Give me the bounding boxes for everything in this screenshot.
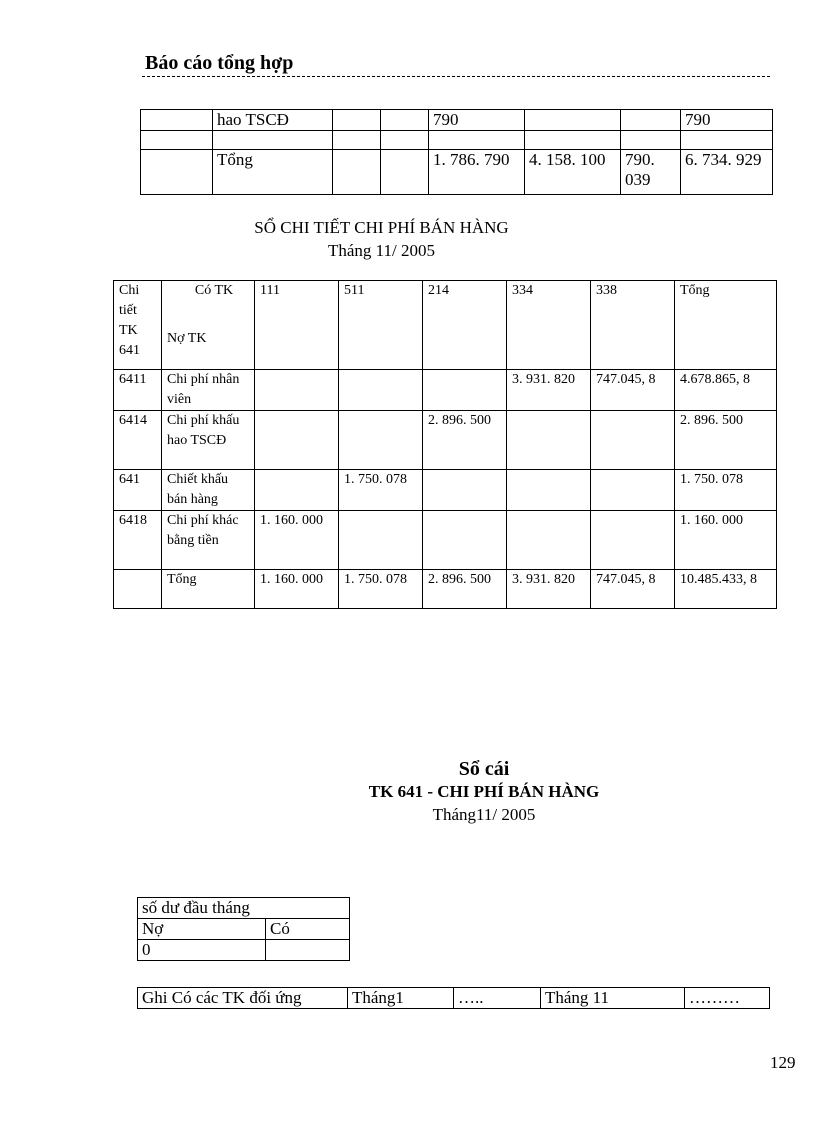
table-cell xyxy=(525,131,621,150)
table-cell xyxy=(255,470,339,511)
table-cell xyxy=(525,110,621,131)
detail-header-cell: 511 xyxy=(339,281,423,370)
table-cell: Chi phí khấu hao TSCĐ xyxy=(162,411,255,470)
table-cell: 6. 734. 929 xyxy=(681,150,773,195)
table-cell xyxy=(621,131,681,150)
detail-title: SỔ CHI TIẾT CHI PHÍ BÁN HÀNG xyxy=(254,218,509,237)
table-cell xyxy=(333,110,381,131)
table-cell: ….. xyxy=(454,988,541,1009)
table-cell: 2. 896. 500 xyxy=(423,411,507,470)
table-cell xyxy=(339,411,423,470)
detail-header-cell: 214 xyxy=(423,281,507,370)
table-row xyxy=(141,110,773,131)
table-cell xyxy=(507,511,591,570)
table-cell xyxy=(591,511,675,570)
table-cell: 1. 750. 078 xyxy=(675,470,777,511)
opening-balance-header: số dư đầu tháng xyxy=(138,898,350,919)
table-cell: 1. 786. 790 xyxy=(429,150,525,195)
table-cell xyxy=(423,370,507,411)
table-cell xyxy=(381,110,429,131)
table-cell xyxy=(333,150,381,195)
header-co-label: Có TK xyxy=(194,283,234,298)
table-cell xyxy=(507,470,591,511)
table-cell xyxy=(591,411,675,470)
table-cell xyxy=(333,131,381,150)
table-cell: 10.485.433, 8 xyxy=(675,570,777,609)
table-cell: 747.045, 8 xyxy=(591,370,675,411)
table-row xyxy=(141,150,773,195)
table-cell: 2. 896. 500 xyxy=(423,570,507,609)
header-divider xyxy=(142,76,770,77)
table-cell: Tổng xyxy=(162,570,255,609)
table-cell: 790 xyxy=(429,110,525,131)
page-title: Báo cáo tổng hợp xyxy=(145,52,294,74)
opening-balance-table xyxy=(137,897,350,961)
detail-header-cell: Chi tiết TK 641 xyxy=(114,281,162,370)
table-cell: Ghi Có các TK đối ứng xyxy=(138,988,348,1009)
table-cell xyxy=(141,131,213,150)
table-cell: 3. 931. 820 xyxy=(507,570,591,609)
table-cell: Tháng1 xyxy=(348,988,454,1009)
table-cell: 1. 750. 078 xyxy=(339,470,423,511)
table-cell: 6414 xyxy=(114,411,162,470)
table-row xyxy=(141,131,773,150)
table-row xyxy=(114,511,777,570)
table-cell: 641 xyxy=(114,470,162,511)
table-cell: 6418 xyxy=(114,511,162,570)
table-cell xyxy=(507,411,591,470)
table-cell: 4.678.865, 8 xyxy=(675,370,777,411)
co-label-cell: Có xyxy=(266,919,350,940)
table-cell xyxy=(429,131,525,150)
detail-expense-table xyxy=(113,280,777,609)
table-cell xyxy=(141,110,213,131)
table-cell: 790. 039 xyxy=(621,150,681,195)
table-cell: 2. 896. 500 xyxy=(675,411,777,470)
table-row xyxy=(138,898,350,919)
ledger-title: Sổ cái xyxy=(458,758,510,780)
table-cell xyxy=(339,370,423,411)
table-row xyxy=(138,988,770,1009)
table-cell xyxy=(381,150,429,195)
detail-header-cell: 334 xyxy=(507,281,591,370)
table-row xyxy=(138,940,350,961)
table-cell: 4. 158. 100 xyxy=(525,150,621,195)
table-cell: Chiết khấu bán hàng xyxy=(162,470,255,511)
page-number: 129 xyxy=(770,1053,796,1072)
detail-header-cell: 338 xyxy=(591,281,675,370)
header-no-label: Nợ TK xyxy=(167,331,207,346)
table-cell: 1. 160. 000 xyxy=(255,570,339,609)
table-cell xyxy=(141,150,213,195)
detail-header-account-cell xyxy=(162,281,255,370)
table-cell xyxy=(681,131,773,150)
top-summary-table xyxy=(140,109,773,195)
detail-header-cell: Tổng xyxy=(675,281,777,370)
table-cell xyxy=(114,570,162,609)
table-cell: Chi phí nhân viên xyxy=(162,370,255,411)
table-cell: Chi phí khác bằng tiền xyxy=(162,511,255,570)
table-cell: 790 xyxy=(681,110,773,131)
table-cell xyxy=(423,511,507,570)
table-cell: 747.045, 8 xyxy=(591,570,675,609)
table-cell xyxy=(621,110,681,131)
table-row xyxy=(114,411,777,470)
table-cell xyxy=(381,131,429,150)
ledger-subtitle: TK 641 - CHI PHÍ BÁN HÀNG xyxy=(368,782,600,801)
table-cell xyxy=(339,511,423,570)
table-cell xyxy=(255,411,339,470)
table-cell: hao TSCĐ xyxy=(213,110,333,131)
table-row xyxy=(114,370,777,411)
table-cell: 6411 xyxy=(114,370,162,411)
table-cell xyxy=(255,370,339,411)
no-value-cell: 0 xyxy=(138,940,266,961)
table-cell: 3. 931. 820 xyxy=(507,370,591,411)
table-cell: 1. 160. 000 xyxy=(675,511,777,570)
table-cell xyxy=(423,470,507,511)
co-value-cell xyxy=(266,940,350,961)
table-row xyxy=(114,470,777,511)
detail-header-row xyxy=(114,281,777,370)
table-cell: Tổng xyxy=(213,150,333,195)
no-label-cell: Nợ xyxy=(138,919,266,940)
detail-header-cell: 111 xyxy=(255,281,339,370)
table-row xyxy=(138,919,350,940)
table-cell: 1. 750. 078 xyxy=(339,570,423,609)
detail-subtitle: Tháng 11/ 2005 xyxy=(327,241,436,260)
table-cell xyxy=(213,131,333,150)
table-cell: 1. 160. 000 xyxy=(255,511,339,570)
table-row xyxy=(114,570,777,609)
ledger-table xyxy=(137,987,770,1009)
ledger-month: Tháng11/ 2005 xyxy=(432,805,536,824)
table-cell xyxy=(591,470,675,511)
table-cell: ……… xyxy=(685,988,770,1009)
table-cell: Tháng 11 xyxy=(541,988,685,1009)
